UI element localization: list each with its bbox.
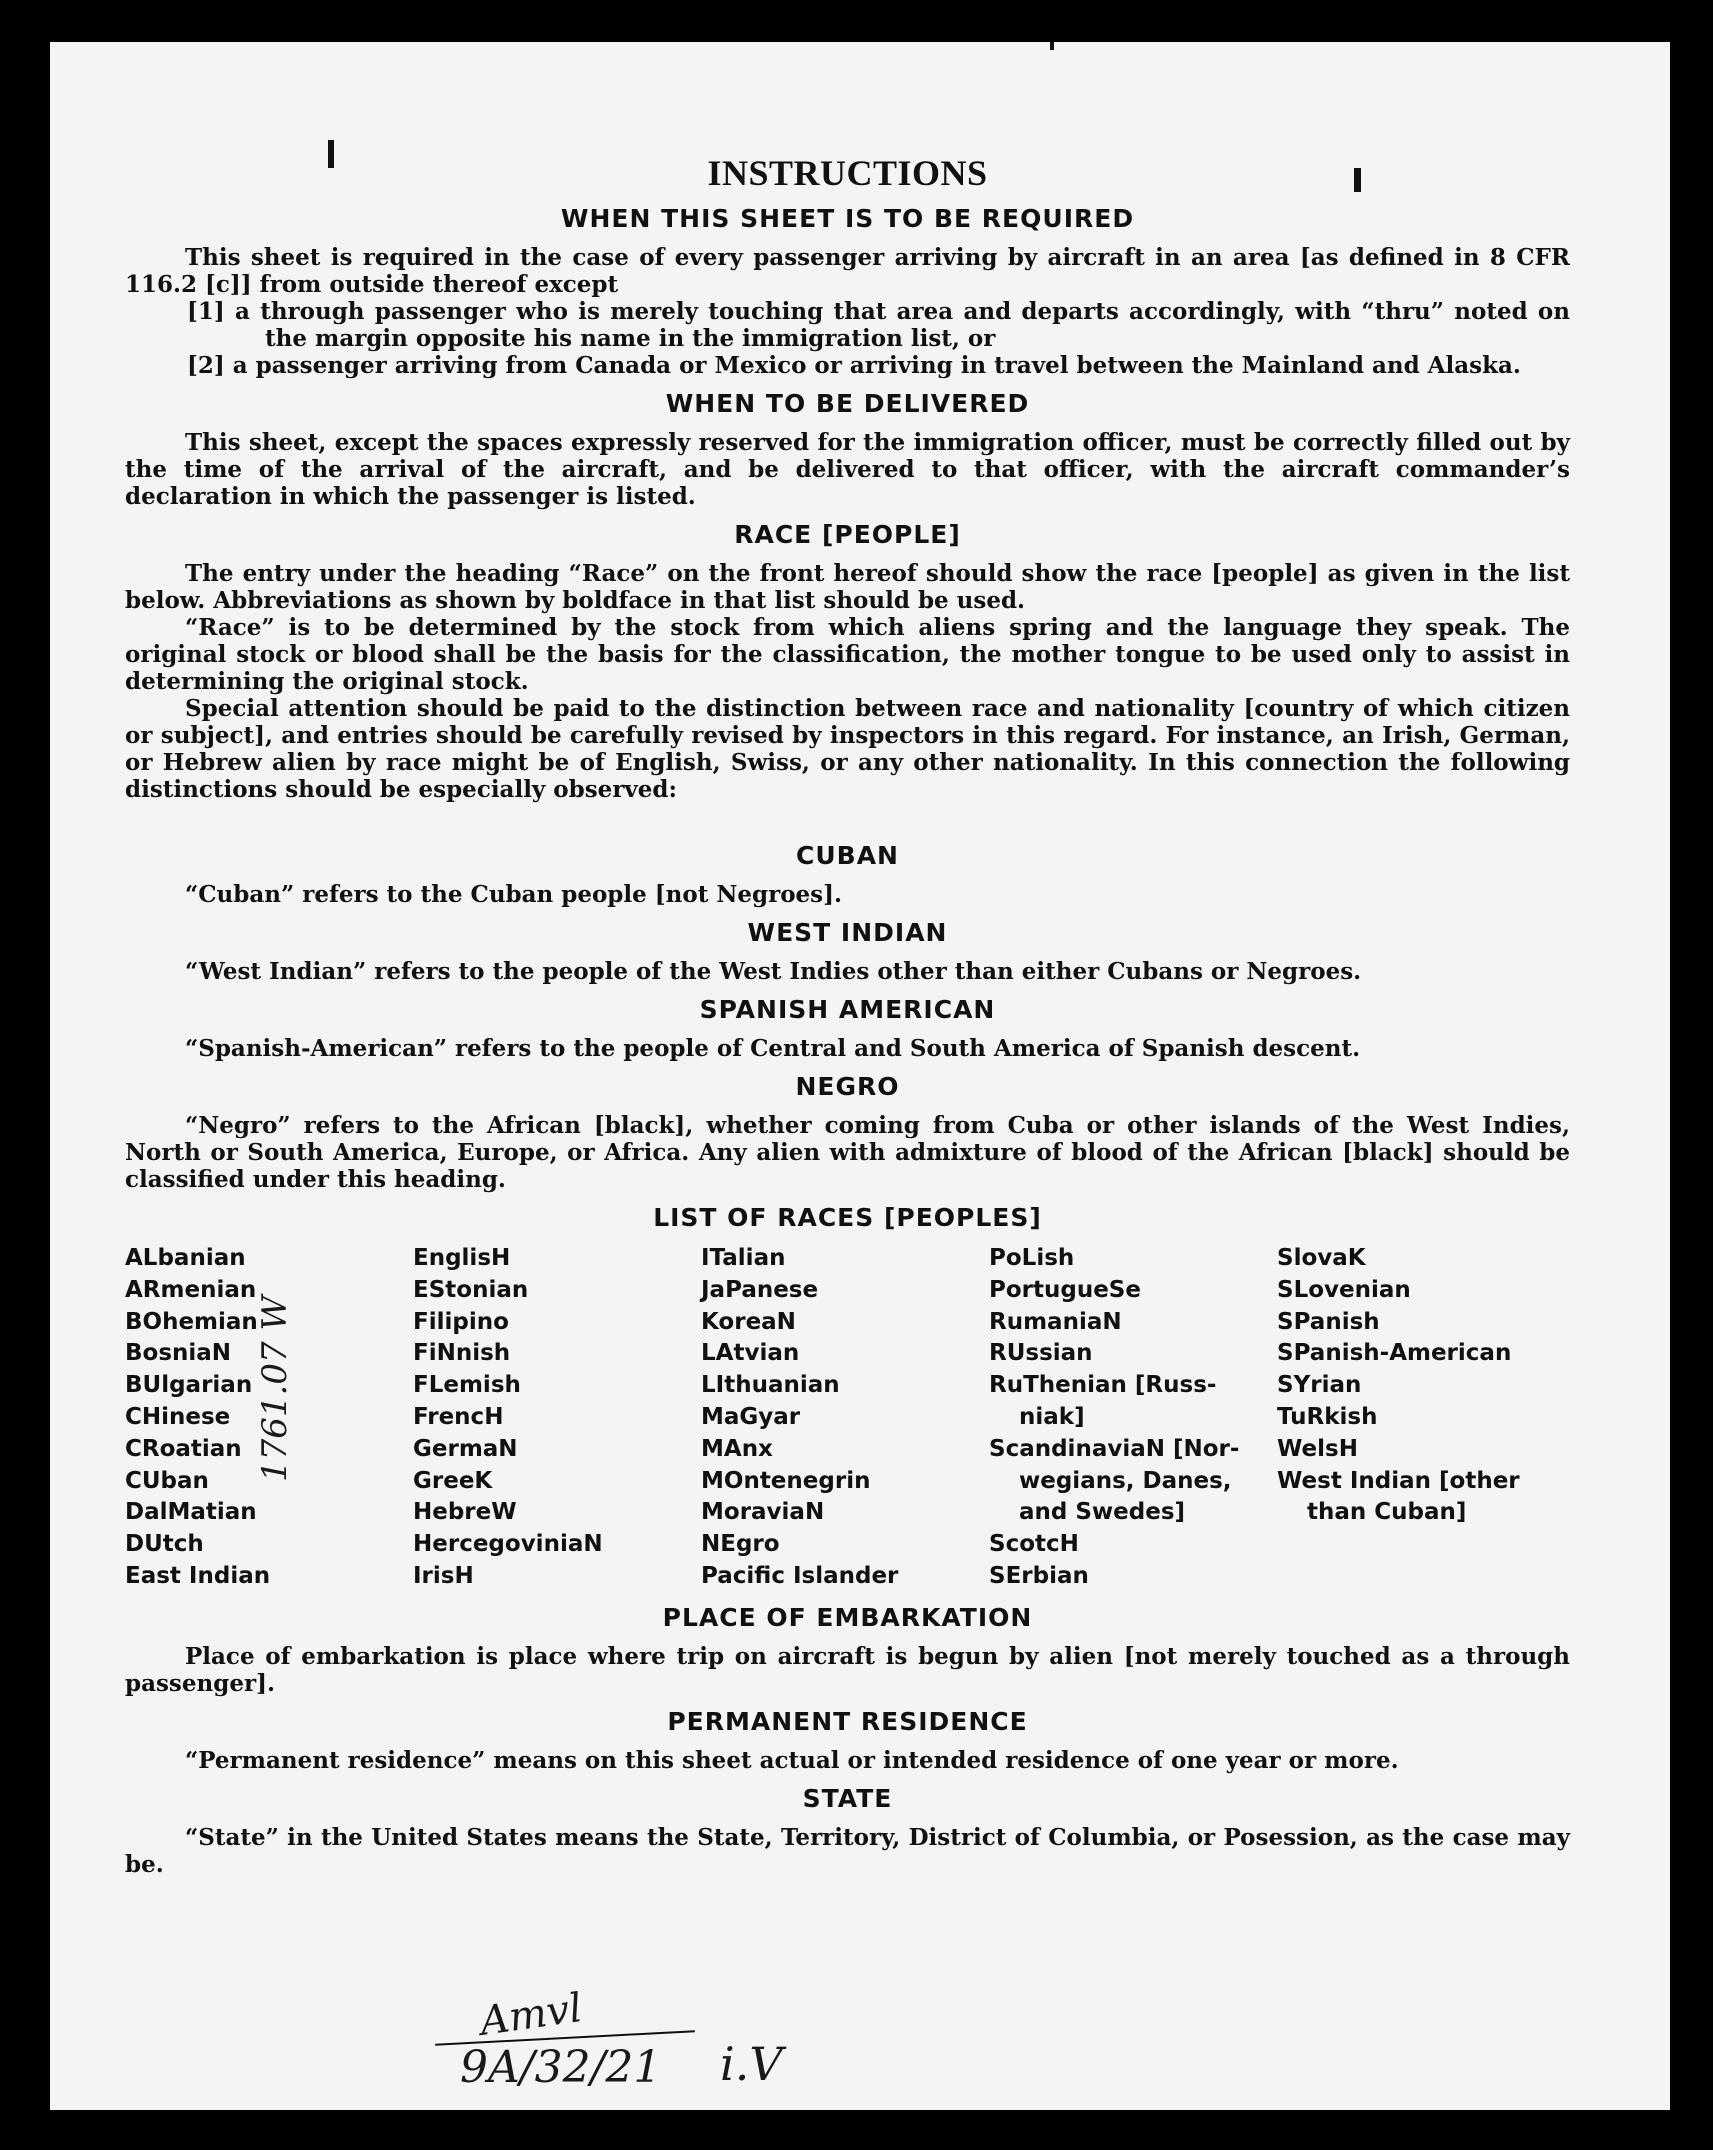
race-item: ALbanian (125, 1245, 246, 1271)
race-item: DalMatian (125, 1499, 257, 1526)
section-heading-residence: PERMANENT RESIDENCE (667, 1706, 1028, 1736)
race-item: SlovaK (1277, 1245, 1366, 1271)
race-item: ScandinaviaN [Nor- (989, 1435, 1240, 1462)
race-item: MaGyar (701, 1403, 801, 1430)
race-item-continued: niak] (1019, 1403, 1085, 1430)
section-heading-spanish-american: SPANISH AMERICAN (699, 995, 996, 1024)
race-column-3 (701, 1243, 989, 1593)
race-item: BUlgarian (125, 1372, 253, 1399)
scan-speck (1050, 42, 1054, 50)
race-item-continued: than Cuban] (1307, 1499, 1467, 1526)
race-item: HebreW (413, 1499, 517, 1526)
race-item: SPanish-American (1277, 1340, 1512, 1367)
race-list (125, 1243, 1570, 1593)
race-column-5 (1277, 1243, 1565, 1593)
race-item: PoLish (989, 1245, 1075, 1271)
section-heading-required: WHEN THIS SHEET IS TO BE REQUIRED (560, 204, 1135, 233)
section-heading-west-indian: WEST INDIAN (747, 918, 948, 947)
race-paragraph-2: “Race” is to be determined by the stock from which aliens spring and the language they speak. The original stock or blood shall be the basis for the classification, the mother tongue to be used only to assist in determining the original stock. (125, 614, 1570, 695)
race-item: NEgro (701, 1531, 780, 1558)
race-item: West Indian [other (1277, 1467, 1520, 1494)
race-item: GreeK (413, 1467, 493, 1494)
race-item: FrencH (413, 1403, 504, 1430)
race-paragraph-1: The entry under the heading “Race” on the front hereof should show the race [people] as given in the list below. Abbreviations as shown by boldface in that list should be used. (125, 560, 1570, 614)
cuban-body: “Cuban” refers to the Cuban people [not Negroes]. (185, 881, 843, 908)
race-item: BOhemian (125, 1308, 258, 1335)
race-item: WelsH (1277, 1435, 1358, 1462)
race-item: FLemish (413, 1372, 521, 1399)
race-item: EStonian (413, 1276, 529, 1303)
state-body: “State” in the United States means the State, Territory, District of Columbia, or Posession, as the case may be. (125, 1823, 1570, 1878)
handwritten-date: 9A/32/21 (460, 2042, 662, 2093)
section-heading-race-list: LIST OF RACES [PEOPLES] (653, 1203, 1042, 1232)
race-item: JaPanese (701, 1276, 819, 1303)
race-item: Pacific Islander (701, 1562, 899, 1589)
race-paragraph-3: Special attention should be paid to the distinction between race and nationality [country of which citizen or subject], and entries should be carefully revised by inspectors in this regard. For instance, an Irish, German, or Hebrew alien by race might be of English, Swiss, or any other nationality. In this connection the following distinctions should be especially observed: (125, 695, 1570, 803)
section-heading-negro: NEGRO (795, 1072, 900, 1101)
race-item: RuThenian [Russ- (989, 1372, 1217, 1399)
race-item-continued: wegians, Danes, (1019, 1467, 1232, 1494)
race-column-2 (413, 1243, 701, 1593)
embarkation-body: Place of embarkation is place where trip on aircraft is begun by alien [not merely touched as a through passenger]. (125, 1642, 1570, 1697)
document-sheet (50, 42, 1670, 2110)
race-item: MAnx (701, 1435, 773, 1462)
race-item: ScotcH (989, 1531, 1079, 1558)
race-item: MOntenegrin (701, 1467, 871, 1494)
handwritten-signature: Amvl (477, 1985, 585, 2045)
race-item: CUban (125, 1467, 209, 1494)
section-heading-race: RACE [PEOPLE] (734, 520, 961, 549)
race-item: SErbian (989, 1562, 1089, 1589)
spanish-american-body: “Spanish-American” refers to the people of Central and South America of Spanish descent. (185, 1035, 1361, 1062)
race-item: RumaniaN (989, 1308, 1122, 1335)
race-item: CRoatian (125, 1435, 242, 1462)
section-heading-state: STATE (802, 1783, 893, 1813)
race-item: CHinese (125, 1403, 231, 1430)
race-column-4 (989, 1243, 1277, 1593)
race-item: RUssian (989, 1340, 1093, 1367)
race-item: KoreaN (701, 1308, 796, 1335)
required-item-1: [1] a through passenger who is merely touching that area and departs accordingly, with “thru” noted on the margin opposite his name in the immigration list, or (187, 298, 1570, 352)
race-item: PortugueSe (989, 1276, 1141, 1303)
race-item: FiNnish (413, 1340, 511, 1367)
race-item: TuRkish (1277, 1403, 1378, 1430)
race-item: BosniaN (125, 1340, 232, 1367)
race-item: IrisH (413, 1562, 474, 1589)
race-item: East Indian (125, 1562, 271, 1589)
race-item-continued: and Swedes] (1019, 1499, 1186, 1526)
handwritten-margin-note: 1761.07 W (255, 1295, 295, 1482)
required-item-2: [2] a passenger arriving from Canada or Mexico or arriving in travel between the Mainland and Alaska. (187, 352, 1521, 379)
race-item: ITalian (701, 1245, 786, 1271)
section-heading-embarkation: PLACE OF EMBARKATION (662, 1602, 1033, 1632)
west-indian-body: “West Indian” refers to the people of the West Indies other than either Cubans or Negroes. (185, 958, 1362, 985)
section-heading-cuban: CUBAN (796, 841, 899, 870)
handwritten-initials: i.V (720, 2037, 783, 2091)
race-item: HercegoviniaN (413, 1531, 603, 1558)
negro-body: “Negro” refers to the African [black], whether coming from Cuba or other islands of the West Indies, North or South America, Europe, or Africa. Any alien with admixture of blood of the African [black] should be classified under this heading. (125, 1112, 1570, 1193)
required-intro: This sheet is required in the case of every passenger arriving by aircraft in an area [as defined in 8 CFR 116.2 [c]] from outside thereof except (125, 244, 1570, 298)
race-item: SLovenian (1277, 1276, 1411, 1303)
race-item: DUtch (125, 1531, 204, 1558)
section-heading-delivered: WHEN TO BE DELIVERED (665, 389, 1030, 418)
race-item: LIthuanian (701, 1372, 840, 1399)
residence-body: “Permanent residence” means on this sheet actual or intended residence of one year or more. (185, 1746, 1399, 1774)
instructions-content (125, 152, 1570, 1878)
race-item: GermaN (413, 1435, 518, 1462)
page-title: INSTRUCTIONS (707, 153, 988, 193)
race-item: SPanish (1277, 1308, 1380, 1335)
race-item: Filipino (413, 1308, 509, 1335)
delivered-body: This sheet, except the spaces expressly reserved for the immigration officer, must be correctly filled out by the time of the arrival of the aircraft, and be delivered to that officer, with the aircraft commander’s declaration in which the passenger is listed. (125, 429, 1570, 510)
race-item: SYrian (1277, 1372, 1362, 1399)
race-item: ARmenian (125, 1276, 257, 1303)
race-item: EnglisH (413, 1245, 511, 1271)
race-item: MoraviaN (701, 1499, 825, 1526)
race-item: LAtvian (701, 1340, 800, 1367)
